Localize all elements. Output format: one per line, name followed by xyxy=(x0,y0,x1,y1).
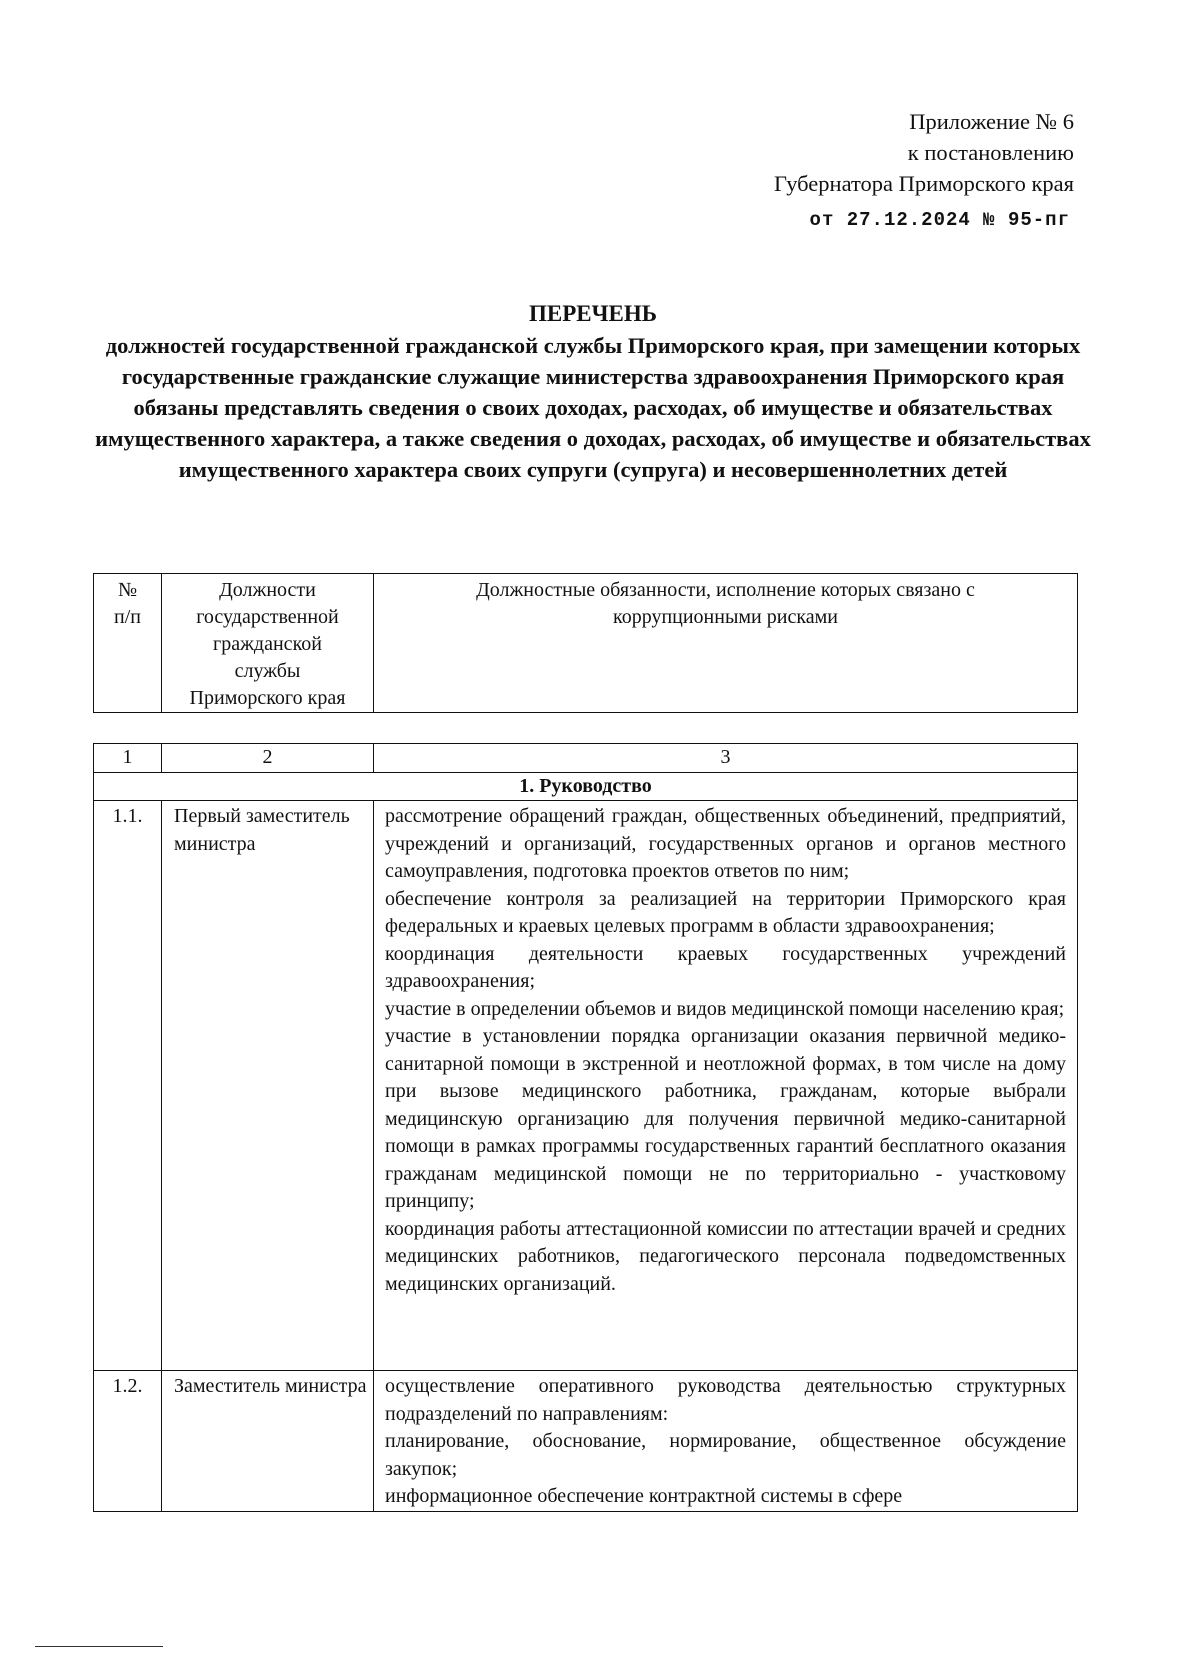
duty-item: участие в определении объемов и видов медицинской помощи населению края; xyxy=(385,997,1065,1020)
header-col-duties: Должностные обязанности, исполнение которых связано с коррупционными рисками xyxy=(374,574,1078,713)
appendix-block xyxy=(774,106,1074,236)
header-table xyxy=(93,573,1078,713)
appendix-issuer: Губернатора Приморского края xyxy=(774,171,1074,196)
positions-table xyxy=(93,743,1078,1512)
document-title xyxy=(93,298,1093,485)
duty-item: рассмотрение обращений граждан, общественных объединений, предприятий, учреждений и организаций, государственных органов и органов местного самоуправления, подготовка проектов ответов по ним; xyxy=(385,805,1066,882)
table-row xyxy=(94,1371,1078,1512)
duty-item: осуществление оперативного руководства деятельностью структурных подразделений по направлениям: xyxy=(385,1375,1066,1425)
appendix-date: от 27.12.2024 № 95-пг xyxy=(809,209,1070,231)
row-duties xyxy=(374,1371,1078,1512)
section-title: 1. Руководство xyxy=(94,772,1078,801)
appendix-to-resolution: к постановлению xyxy=(907,140,1074,165)
duty-item: планирование, обоснование, нормирование, общественное обсуждение закупок; xyxy=(385,1430,1066,1480)
header-col-position: Должности государственной гражданской службы Приморского края xyxy=(162,574,374,713)
title-heading: ПЕРЕЧЕНЬ xyxy=(529,301,657,326)
row-number: 1.1. xyxy=(94,801,162,1371)
row-position: Заместитель министра xyxy=(162,1371,374,1512)
table-row xyxy=(94,801,1078,1371)
duty-item: участие в установлении порядка организации оказания первичной медико-санитарной помощи в экстренной и неотложной формах, в том числе на дому при вызове медицинского работника, гражданам, которые выбрали медицинскую организацию для получения первичной медико-санитарной помощи в рамках программы государственных гарантий бесплатного оказания гражданам медицинской помощи не по территориально - участковому принципу; xyxy=(385,1025,1066,1212)
column-number-1: 1 xyxy=(94,744,162,773)
duty-item: информационное обеспечение контрактной системы в сфере xyxy=(385,1485,903,1507)
column-number-2: 2 xyxy=(162,744,374,773)
title-subtitle: должностей государственной гражданской службы Приморского края, при замещении которых государственные гражданские служащие министерства здравоохранения Приморского края обязаны представлять сведения о своих доходах, расходах, об имуществе и обязательствах имущественного характера, а также сведения о доходах, расходах, об имуществе и обязательствах имущественного характера своих супруги (супруга) и несовершеннолетних детей xyxy=(95,333,1091,482)
duty-item: координация работы аттестационной комиссии по аттестации врачей и средних медицинских работников, педагогического персонала подведомственных медицинских организаций. xyxy=(385,1217,1066,1295)
row-duties xyxy=(374,801,1078,1371)
row-number: 1.2. xyxy=(94,1371,162,1512)
footnote-divider xyxy=(35,1646,163,1647)
duty-item: обеспечение контроля за реализацией на территории Приморского края федеральных и краевых целевых программ в области здравоохранения; xyxy=(385,887,1066,937)
row-position: Первый заместитель министра xyxy=(162,801,374,1371)
column-number-3: 3 xyxy=(374,744,1078,773)
appendix-number: Приложение № 6 xyxy=(909,109,1074,134)
header-col-number: № п/п xyxy=(94,574,162,713)
duty-item: координация деятельности краевых государственных учреждений здравоохранения; xyxy=(385,942,1066,992)
